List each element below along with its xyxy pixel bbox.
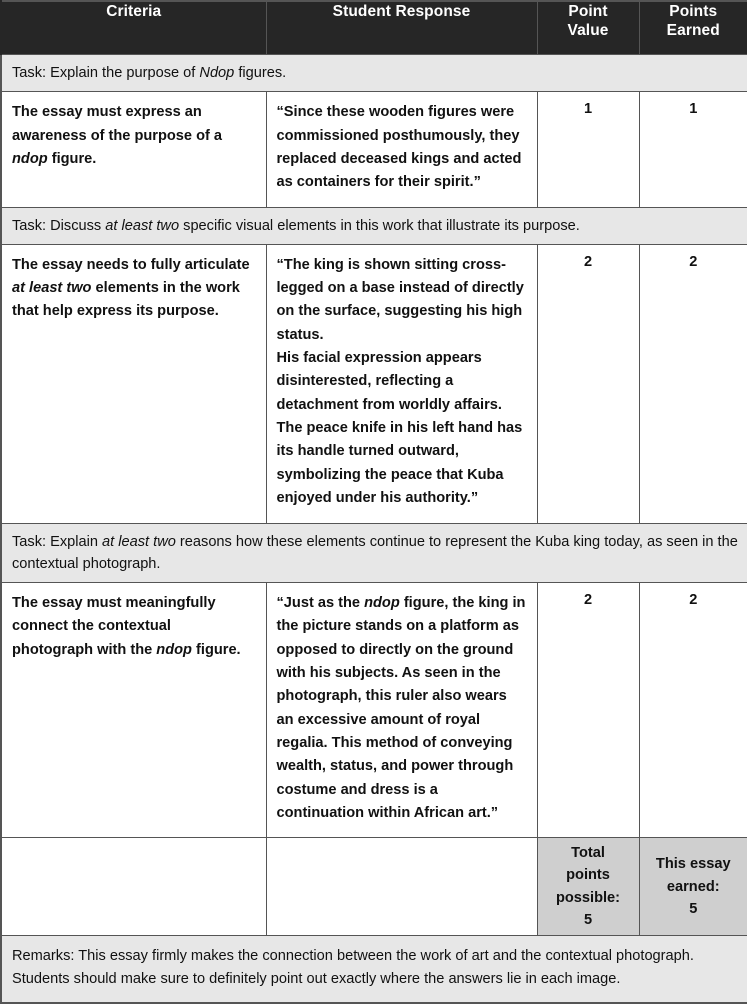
- task-description-3: [1, 523, 747, 582]
- totals-blank-response: [266, 838, 537, 936]
- point-value-cell-3: 2: [537, 582, 639, 837]
- criteria-text-part-2: elements in the work that help express its purpose.: [12, 280, 240, 320]
- task-text-emphasis: Ndop: [199, 65, 235, 81]
- total-possible-label-line-1: Total: [571, 845, 605, 862]
- table-body: [1, 55, 747, 1004]
- totals-blank-criteria: [1, 838, 266, 936]
- total-possible-label-line-3: possible:: [555, 889, 621, 906]
- header-row: [1, 1, 747, 55]
- column-header-point-value: [537, 1, 639, 55]
- task-text-emphasis: at least two: [105, 217, 180, 234]
- criteria-text-part-2: figure.: [191, 641, 241, 658]
- total-possible-label-line-2: points: [566, 867, 610, 884]
- criteria-text-part-2: figure.: [47, 150, 97, 167]
- table-row: [1, 244, 747, 523]
- table-header: [1, 1, 747, 55]
- points-earned-cell-3: 2: [639, 582, 747, 837]
- response-text-part-2: figure, the king in the picture stands on a platform as opposed to directly on the ground with his subjects. As seen in the photograph, this ruler also wears an excessive amount of royal regalia. This method of conveying wealth, status, and power through costume and dress is a continuation within African art.”: [276, 594, 526, 821]
- table-row: [1, 582, 747, 837]
- criteria-text-emphasis: ndop: [12, 150, 48, 167]
- essay-earned-value: 5: [689, 900, 698, 917]
- points-earned-line-2: Earned: [666, 22, 720, 40]
- task-text-prefix: Task: Explain the purpose of: [12, 65, 200, 81]
- task-description-2: [1, 207, 747, 244]
- point-value-line-2: Value: [567, 22, 609, 40]
- criteria-text-emphasis: ndop: [156, 641, 192, 658]
- essay-earned-label-line-1: This essay: [655, 856, 731, 873]
- task-text-emphasis: at least two: [102, 533, 176, 550]
- criteria-text-part-1: The essay must express an awareness of the purpose of a: [12, 104, 223, 144]
- column-header-points-earned: [639, 1, 747, 55]
- task-text-suffix: figures.: [234, 65, 287, 81]
- response-text-emphasis: ndop: [364, 594, 400, 611]
- student-response-cell-1: “Since these wooden figures were commissioned posthumously, they replaced deceased kings and acted as containers for their spirit.”: [266, 92, 537, 207]
- column-header-student-response: Student Response: [266, 1, 537, 55]
- student-response-cell-3: [266, 582, 537, 837]
- points-earned-cell-2: 2: [639, 244, 747, 523]
- task-band-row: [1, 523, 747, 582]
- point-value-cell-1: 1: [537, 92, 639, 207]
- task-description-1: [1, 55, 747, 92]
- column-header-criteria: Criteria: [1, 1, 266, 55]
- task-text-prefix: Task: Explain: [12, 533, 103, 550]
- point-value-line-1: Point: [568, 3, 608, 20]
- remarks-cell: Remarks: This essay firmly makes the connection between the work of art and the contextual photograph. Students should make sure to definitely point out exactly where the answers lie in each image.: [1, 935, 747, 1003]
- response-paragraph-1: “The king is shown sitting cross-legged on a base instead of directly on the surface, suggesting his high status.: [276, 256, 524, 343]
- task-text-prefix: Task: Discuss: [12, 217, 106, 234]
- task-band-row: [1, 55, 747, 92]
- response-paragraph-2: His facial expression appears disinterested, reflecting a detachment from worldly affairs. The peace knife in his left hand has its handle turned outward, symbolizing the peace that Kuba enjoyed under his authority.”: [276, 350, 523, 507]
- remarks-row: [1, 935, 747, 1003]
- task-band-row: [1, 207, 747, 244]
- task-text-suffix: specific visual elements in this work that illustrate its purpose.: [179, 217, 580, 234]
- total-points-possible-cell: [537, 838, 639, 936]
- total-possible-value: 5: [583, 911, 593, 928]
- student-response-cell-2: [266, 244, 537, 523]
- task-text-suffix: reasons how these elements continue to represent the Kuba king today, as seen in the contextual photograph.: [12, 533, 738, 572]
- criteria-text-emphasis: at least two: [12, 280, 92, 297]
- points-earned-line-1: Points: [669, 3, 718, 20]
- criteria-text-part-1: The essay needs to fully articulate: [12, 256, 250, 273]
- point-value-cell-2: 2: [537, 244, 639, 523]
- criteria-cell-2: [1, 244, 266, 523]
- criteria-cell-1: [1, 92, 266, 207]
- this-essay-earned-cell: [639, 838, 747, 936]
- table-row: [1, 92, 747, 207]
- criteria-cell-3: [1, 582, 266, 837]
- points-earned-cell-1: 1: [639, 92, 747, 207]
- essay-earned-label-line-2: earned:: [666, 878, 720, 895]
- totals-row: [1, 838, 747, 936]
- criteria-text-part-1: The essay must meaningfully connect the contextual photograph with the: [12, 594, 216, 658]
- response-text-part-1: “Just as the: [276, 594, 365, 611]
